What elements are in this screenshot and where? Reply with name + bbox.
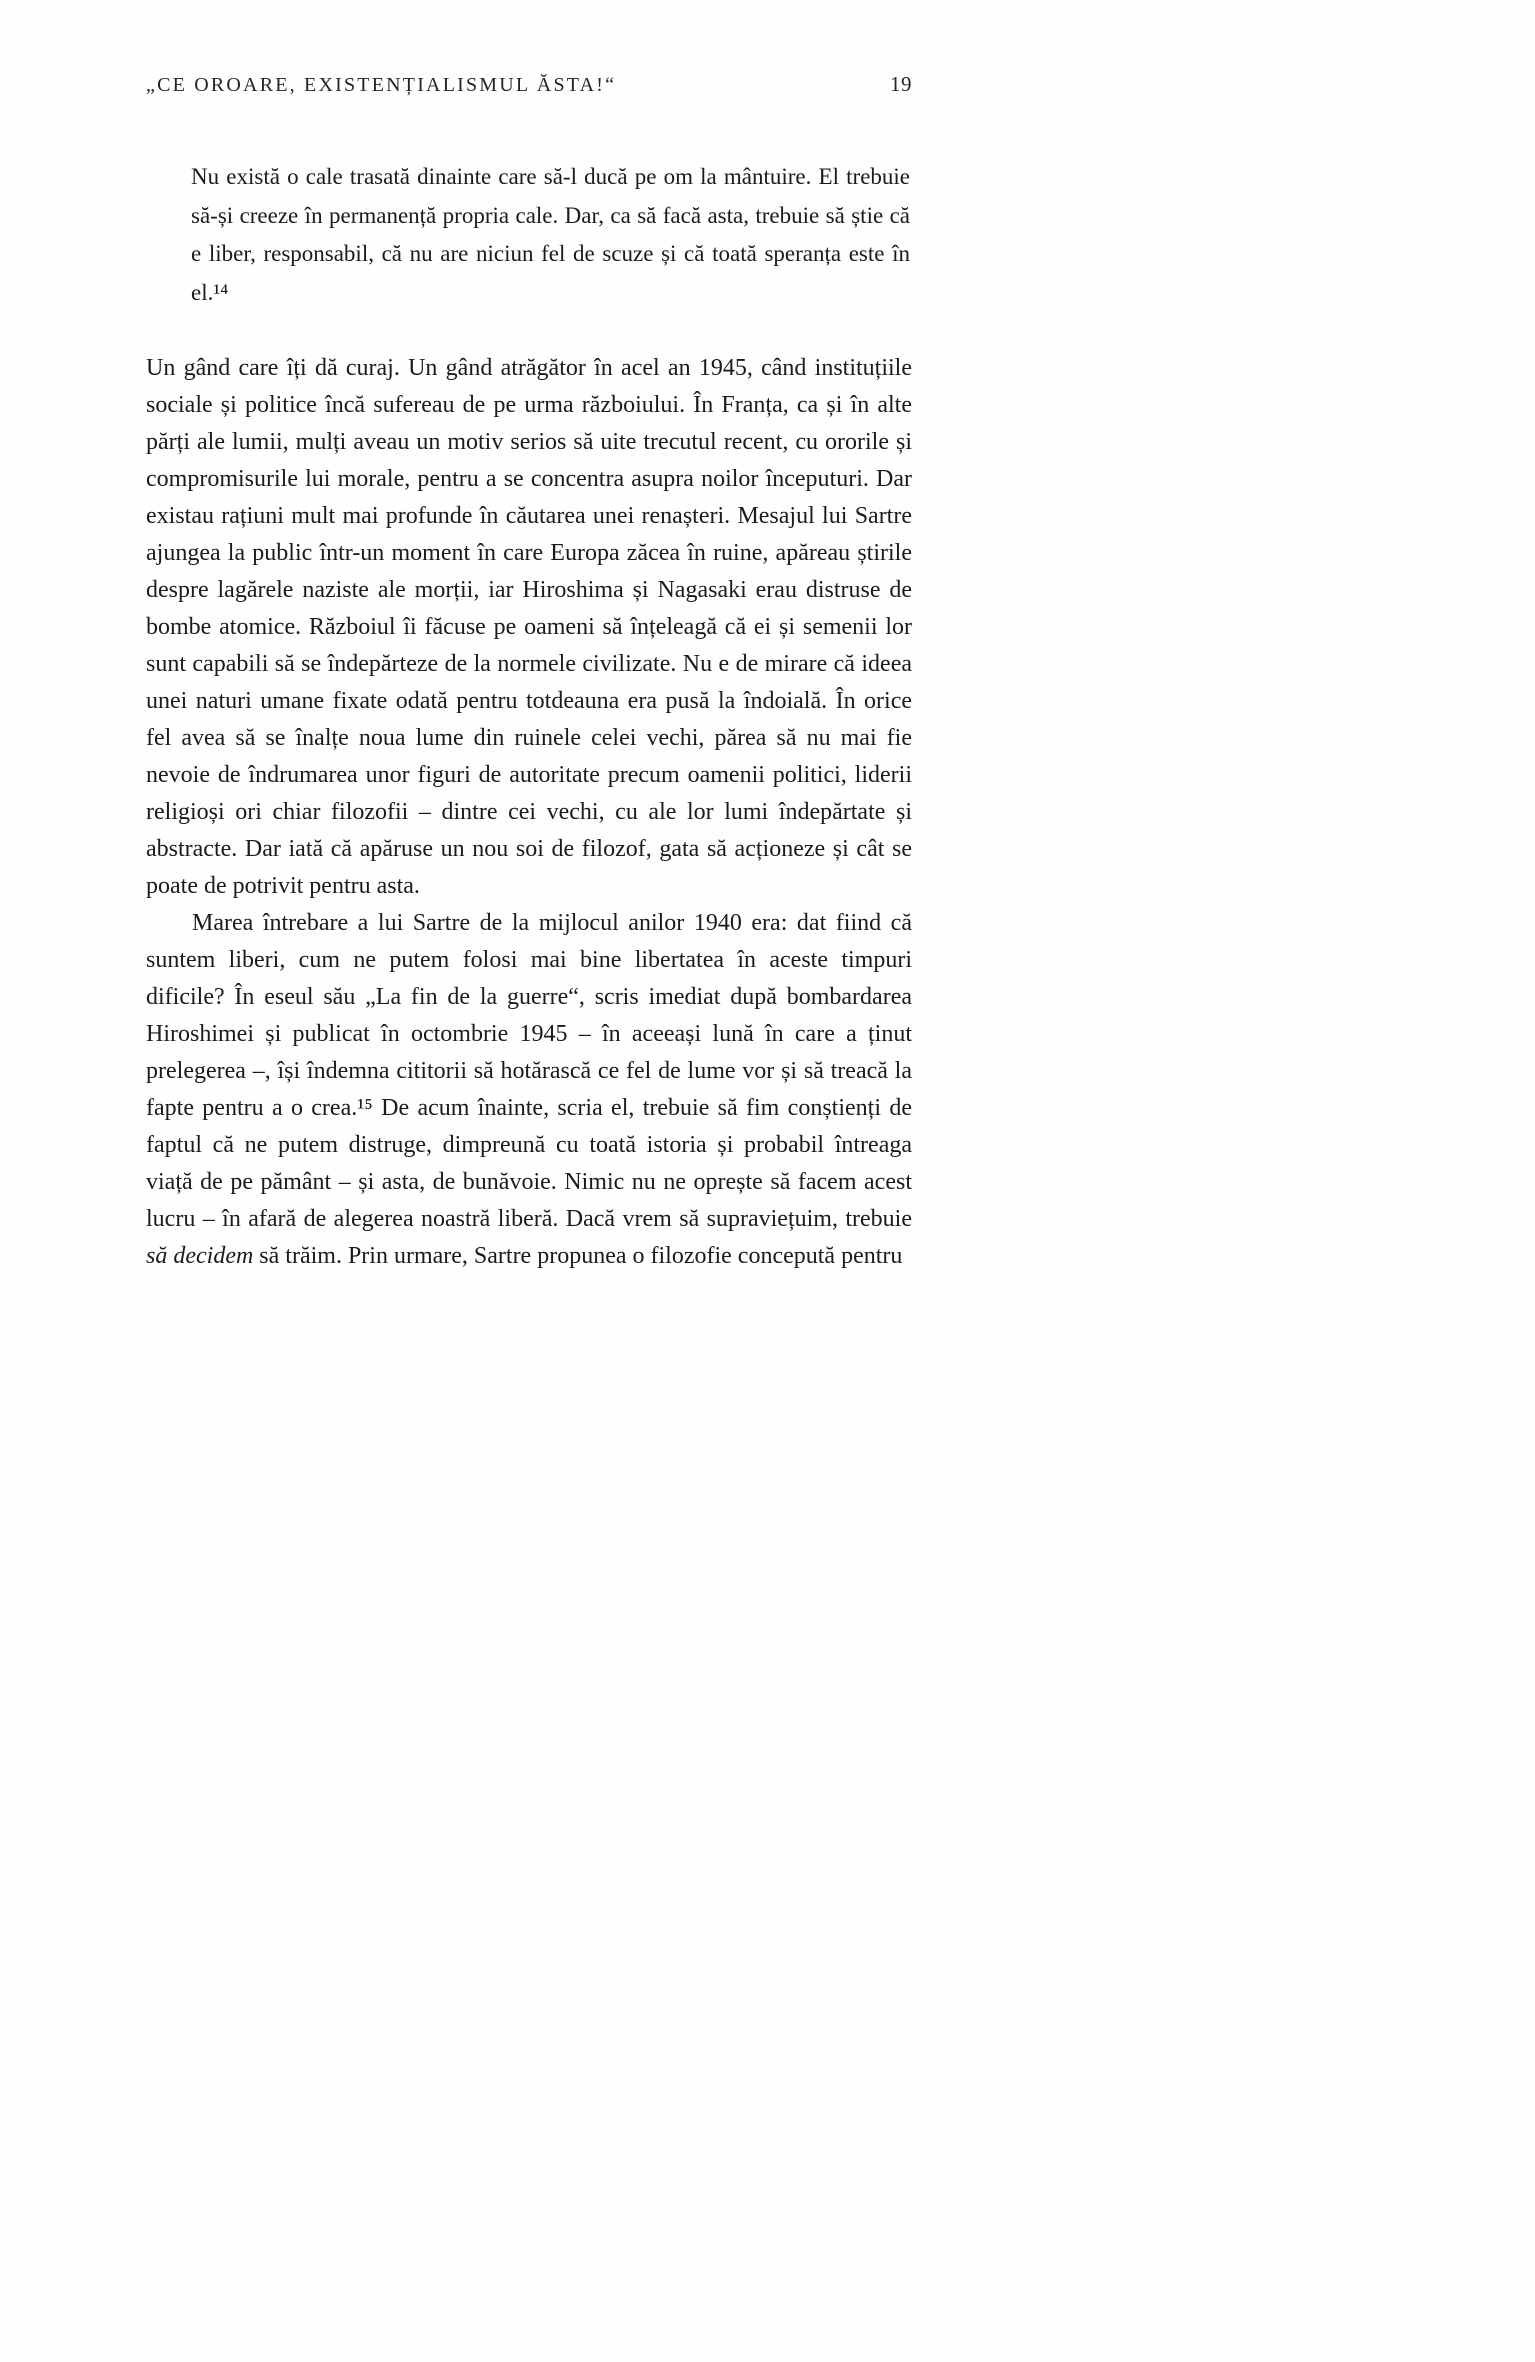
page-number: 19	[890, 72, 912, 96]
italic-phrase: să decidem	[146, 1243, 254, 1269]
paragraph-2	[146, 905, 912, 1275]
paragraph-1: Un gând care îți dă curaj. Un gând atrăgător în acel an 1945, când instituțiile sociale și politice încă sufereau de pe urma războiului. În Franța, ca și în alte părți ale lumii, mulți aveau un motiv serios să uite trecutul recent, cu ororile și compromisurile lui morale, pentru a se concentra asupra noilor începuturi. Dar existau rațiuni mult mai profunde în căutarea unei renașteri. Mesajul lui Sartre ajungea la public într-un moment în care Europa zăcea în ruine, apăreau știrile despre lagărele naziste ale morții, iar Hiroshima și Nagasaki erau distruse de bombe atomice. Războiul îi făcuse pe oameni să înțeleagă că ei și semenii lor sunt capabili să se îndepărteze de la normele civilizate. Nu e de mirare că ideea unei naturi umane fixate odată pentru totdeauna era pusă la îndoială. În orice fel avea să se înalțe noua lume din ruinele celei vechi, părea să nu mai fie nevoie de îndrumarea unor figuri de autoritate precum oamenii politici, liderii religioși ori chiar filozofii – dintre cei vechi, cu ale lor lumi îndepărtate și abstracte. Dar iată că apăruse un nou soi de filozof, gata să acționeze și cât se poate de potrivit pentru asta.	[146, 355, 912, 899]
paragraph-2-continued: să trăim. Prin urmare, Sartre propunea o filozofie concepută pentru	[253, 1243, 903, 1269]
body-text	[146, 350, 912, 1275]
block-quote: Nu există o cale trasată dinainte care să-l ducă pe om la mântuire. El trebuie să-și creeze în permanență propria cale. Dar, ca să facă asta, trebuie să știe că e liber, responsabil, că nu are niciun fel de scuze și că toată speranța este în el.¹⁴	[191, 164, 910, 305]
paragraph-2-text: Marea întrebare a lui Sartre de la mijlocul anilor 1940 era: dat fiind că suntem liberi, cum ne putem folosi mai bine libertatea în aceste timpuri dificile? În eseul său „La fin de la guerre“, scris imediat după bombardarea Hiroshimei și publicat în octombrie 1945 – în aceeași lună în care a ținut prelegerea –, își îndemna cititorii să hotărască ce fel de lume vor și să treacă la fapte pentru a o crea.¹⁵ De acum înainte, scria el, trebuie să fim conștienți de faptul că ne putem distruge, dimpreună cu toată istoria și probabil întreaga viață de pe pământ – și asta, de bunăvoie. Nimic nu ne oprește să facem acest lucru – în afară de alegerea noastră liberă. Dacă vrem să supraviețuim, trebuie	[146, 910, 912, 1232]
running-header	[146, 72, 912, 97]
running-title: „CE OROARE, EXISTENȚIALISMUL ĂSTA!“	[146, 74, 617, 96]
